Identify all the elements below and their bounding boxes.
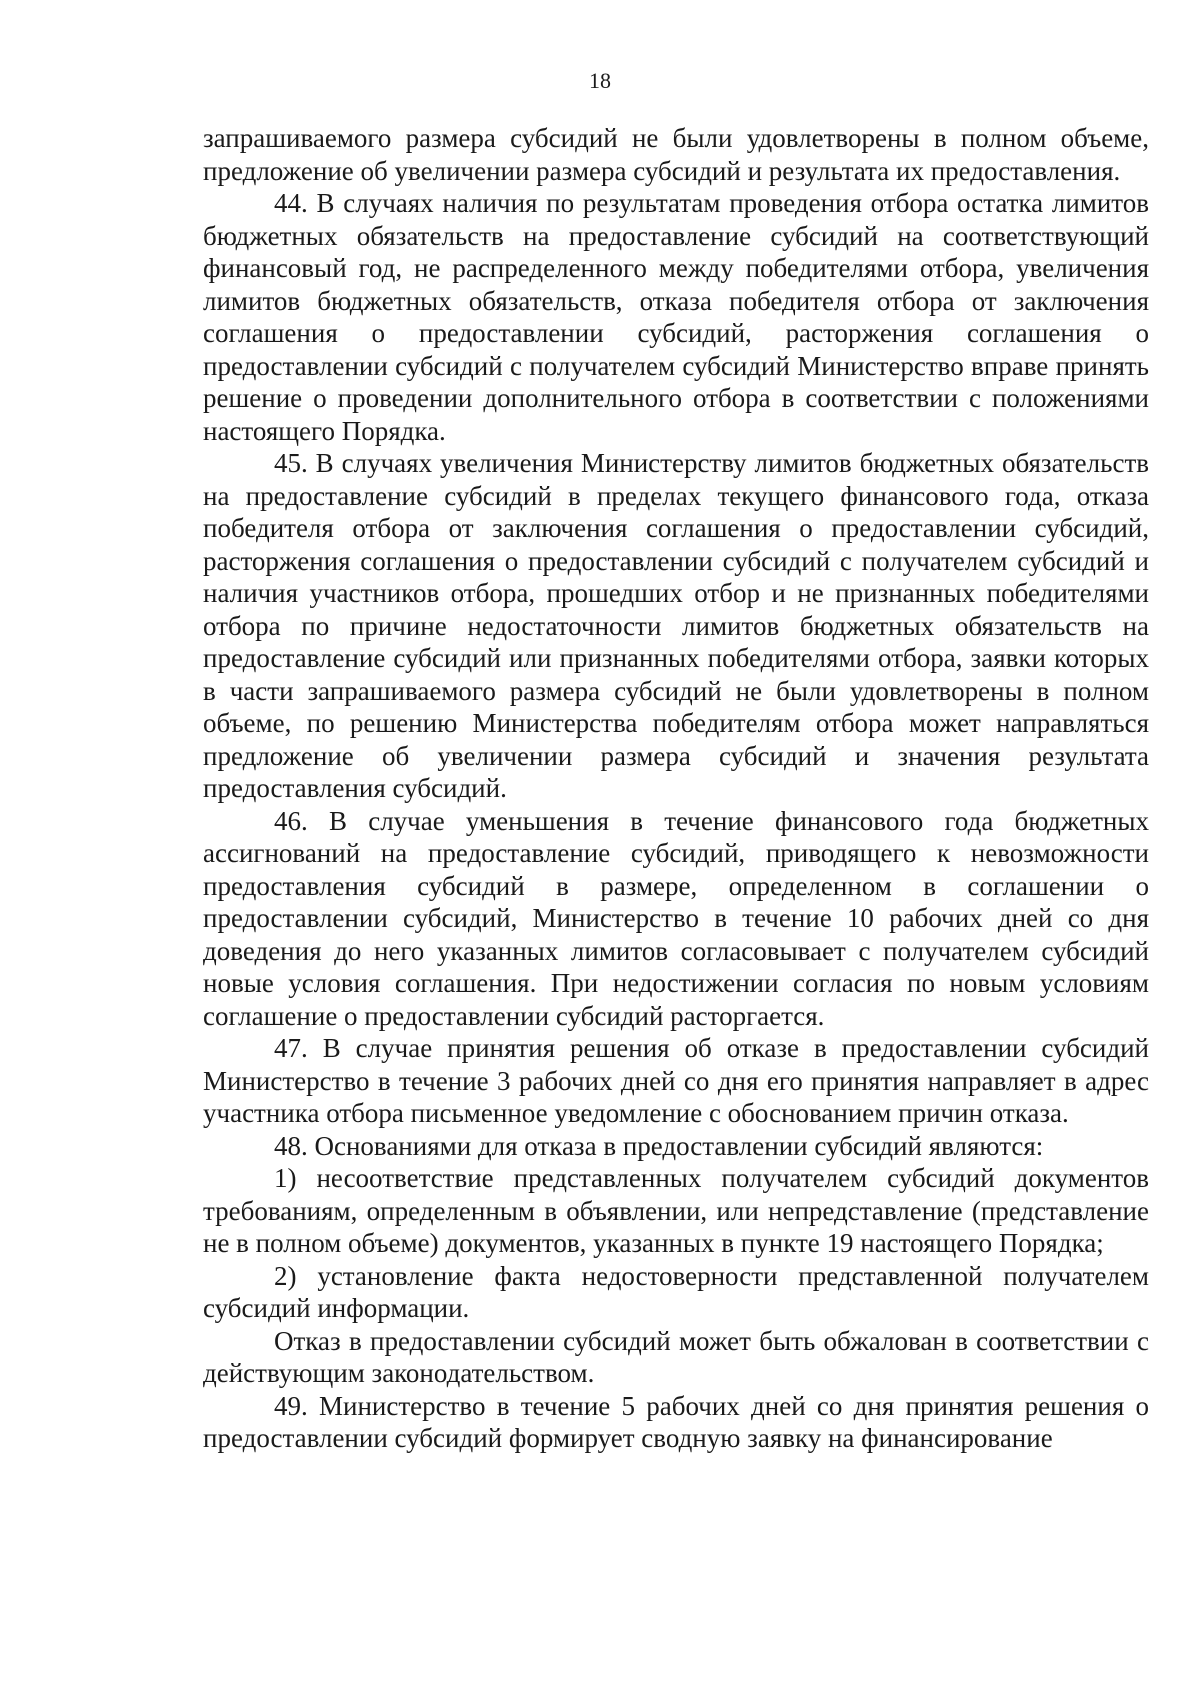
paragraph-46: 46. В случае уменьшения в течение финансового года бюджетных ассигнований на предоставление субсидий, приводящего к невозможности предоставления субсидий в размере, определенном в соглашении о предоставлении субсидий, Министерство в течение 10 рабочих дней со дня доведения до него указанных лимитов согласовывает с получателем субсидий новые условия соглашения. При недостижении согласия по новым условиям соглашение о предоставлении субсидий расторгается. xyxy=(203,805,1149,1031)
page-number: 18 xyxy=(589,68,611,93)
paragraph-48-item-1: 1) несоответствие представленных получателем субсидий документов требованиям, определенным в объявлении, или непредставление (представление не в полном объеме) документов, указанных в пункте 19 настоящего Порядка; xyxy=(203,1163,1149,1258)
paragraph-47: 47. В случае принятия решения об отказе в предоставлении субсидий Министерство в течение 3 рабочих дней со дня его принятия направляет в адрес участника отбора письменное уведомление с обоснованием причин отказа. xyxy=(203,1033,1149,1128)
paragraph-49: 49. Министерство в течение 5 рабочих дней со дня принятия решения о предоставлении субсидий формирует сводную заявку на финансирование xyxy=(203,1390,1149,1453)
paragraph-44: 44. В случаях наличия по результатам проведения отбора остатка лимитов бюджетных обязательств на предоставление субсидий на соответствующий финансовый год, не распределенного между победителями отбора, увеличения лимитов бюджетных обязательств, отказа победителя отбора от заключения соглашения о предоставлении субсидий, расторжения соглашения о предоставлении субсидий с получателем субсидий Министерство вправе принять решение о проведении дополнительного отбора в соответствии с положениями настоящего Порядка. xyxy=(203,188,1149,446)
document-body xyxy=(203,122,1149,1455)
paragraph-continuation: запрашиваемого размера субсидий не были удовлетворены в полном объеме, предложение об увеличении размера субсидий и результата их предоставления. xyxy=(203,123,1149,186)
paragraph-48-item-2: 2) установление факта недостоверности представленной получателем субсидий информации. xyxy=(203,1260,1149,1323)
paragraph-appeal: Отказ в предоставлении субсидий может быть обжалован в соответствии с действующим законодательством. xyxy=(203,1325,1149,1388)
paragraph-45: 45. В случаях увеличения Министерству лимитов бюджетных обязательств на предоставление субсидий в пределах текущего финансового года, отказа победителя отбора от заключения соглашения о предоставлении субсидий, расторжения соглашения о предоставлении субсидий с получателем субсидий и наличия участников отбора, прошедших отбор и не признанных победителями отбора по причине недостаточности лимитов бюджетных обязательств на предоставление субсидий или признанных победителями отбора, заявки которых в части запрашиваемого размера субсидий не были удовлетворены в полном объеме, по решению Министерства победителям отбора может направляться предложение об увеличении размера субсидий и значения результата предоставления субсидий. xyxy=(203,448,1149,803)
paragraph-48: 48. Основаниями для отказа в предоставлении субсидий являются: xyxy=(274,1130,1044,1161)
